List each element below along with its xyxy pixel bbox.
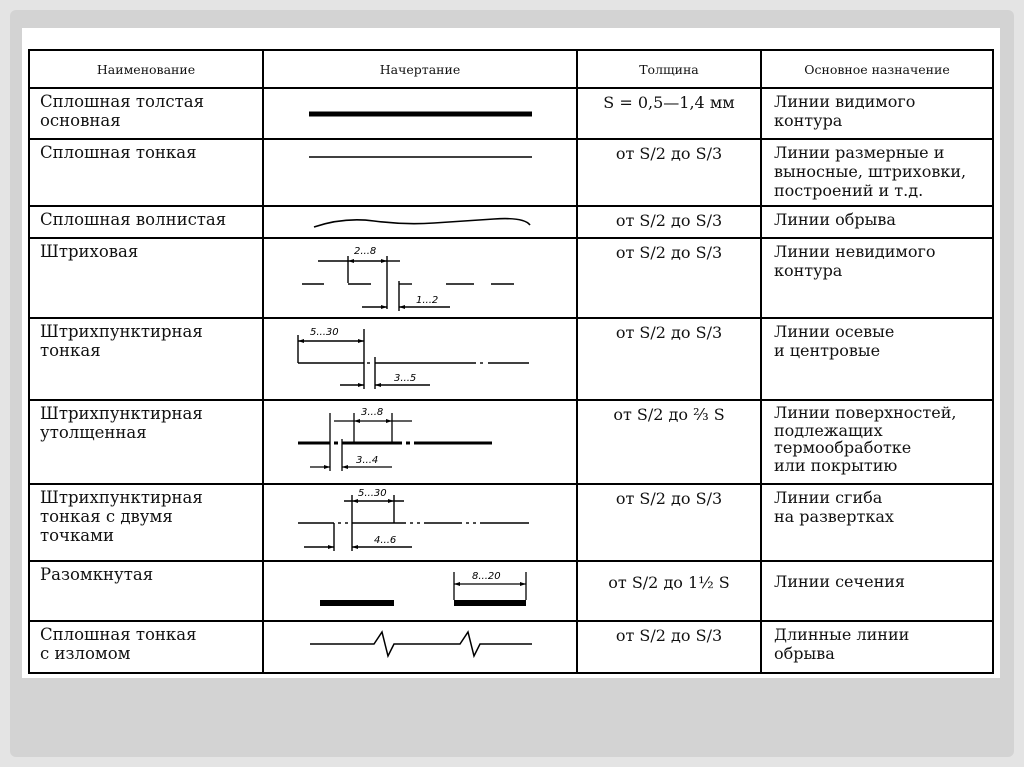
zigzag-break-line-icon [264, 622, 578, 674]
table-row [29, 206, 993, 238]
dim-label: 4...6 [374, 535, 397, 546]
row-name: Разомкнутая [29, 561, 263, 621]
row-thickness: от S/2 до S/3 [577, 318, 761, 400]
table-header-row [29, 50, 993, 88]
row-style-sample [263, 561, 577, 621]
line-types-table [28, 49, 994, 674]
row-style-sample [263, 88, 577, 139]
row-style-sample [263, 400, 577, 484]
table-row [29, 139, 993, 206]
table-row [29, 400, 993, 484]
dim-label: 3...5 [394, 373, 417, 384]
row-thickness: от S/2 до S/3 [577, 238, 761, 318]
row-name: Сплошная волнистая [29, 206, 263, 238]
row-style-sample [263, 238, 577, 318]
row-thickness: от S/2 до S/3 [577, 139, 761, 206]
dim-label: 2...8 [354, 246, 377, 257]
table-row [29, 318, 993, 400]
table-row [29, 238, 993, 318]
dim-label: 5...30 [358, 488, 387, 499]
dim-label: 8...20 [472, 571, 501, 582]
row-style-sample [263, 318, 577, 400]
row-purpose: Линии поверхностей, подлежащих термообработке или покрытию [761, 400, 993, 484]
row-style-sample [263, 206, 577, 238]
row-name: Штрихпунктирная тонкая [29, 318, 263, 400]
row-purpose: Линии осевые и центровые [761, 318, 993, 400]
row-name: Сплошная тонкая [29, 139, 263, 206]
solid-thin-line-icon [264, 140, 578, 207]
dim-label: 3...4 [356, 455, 379, 466]
row-name: Штрихпунктирная утолщенная [29, 400, 263, 484]
table-row [29, 561, 993, 621]
row-purpose: Линии видимого контура [761, 88, 993, 139]
row-thickness: S = 0,5—1,4 мм [577, 88, 761, 139]
header-thickness: Толщина [577, 50, 761, 88]
wavy-line-icon [264, 207, 578, 239]
header-purpose: Основное назначение [761, 50, 993, 88]
row-purpose: Линии сгиба на развертках [761, 484, 993, 561]
row-style-sample [263, 621, 577, 673]
row-thickness: от S/2 до 1½ S [577, 561, 761, 621]
row-style-sample [263, 484, 577, 561]
dash-dot-thin-line-icon [264, 319, 578, 401]
table-row [29, 621, 993, 673]
header-name: Наименование [29, 50, 263, 88]
row-thickness: от S/2 до ²⁄₃ S [577, 400, 761, 484]
row-purpose: Линии обрыва [761, 206, 993, 238]
row-style-sample [263, 139, 577, 206]
row-purpose: Линии невидимого контура [761, 238, 993, 318]
row-name: Сплошная толстая основная [29, 88, 263, 139]
dashed-line-icon [264, 239, 578, 319]
row-thickness: от S/2 до S/3 [577, 206, 761, 238]
row-purpose: Линии размерные и выносные, штриховки, построений и т.д. [761, 139, 993, 206]
row-thickness: от S/2 до S/3 [577, 621, 761, 673]
row-thickness: от S/2 до S/3 [577, 484, 761, 561]
row-name: Штриховая [29, 238, 263, 318]
dash-dot-dot-line-icon [264, 485, 578, 562]
header-style: Начертание [263, 50, 577, 88]
open-section-line-icon [264, 562, 578, 622]
solid-thick-line-icon [264, 89, 578, 140]
row-purpose: Длинные линии обрыва [761, 621, 993, 673]
row-name: Штрихпунктирная тонкая с двумя точками [29, 484, 263, 561]
dim-label: 3...8 [361, 407, 384, 418]
row-name: Сплошная тонкая с изломом [29, 621, 263, 673]
dim-label: 1...2 [416, 295, 439, 306]
dash-dot-thick-line-icon [264, 401, 578, 485]
table-row [29, 88, 993, 139]
table-row [29, 484, 993, 561]
dim-label: 5...30 [310, 327, 339, 338]
row-purpose: Линии сечения [761, 561, 993, 621]
